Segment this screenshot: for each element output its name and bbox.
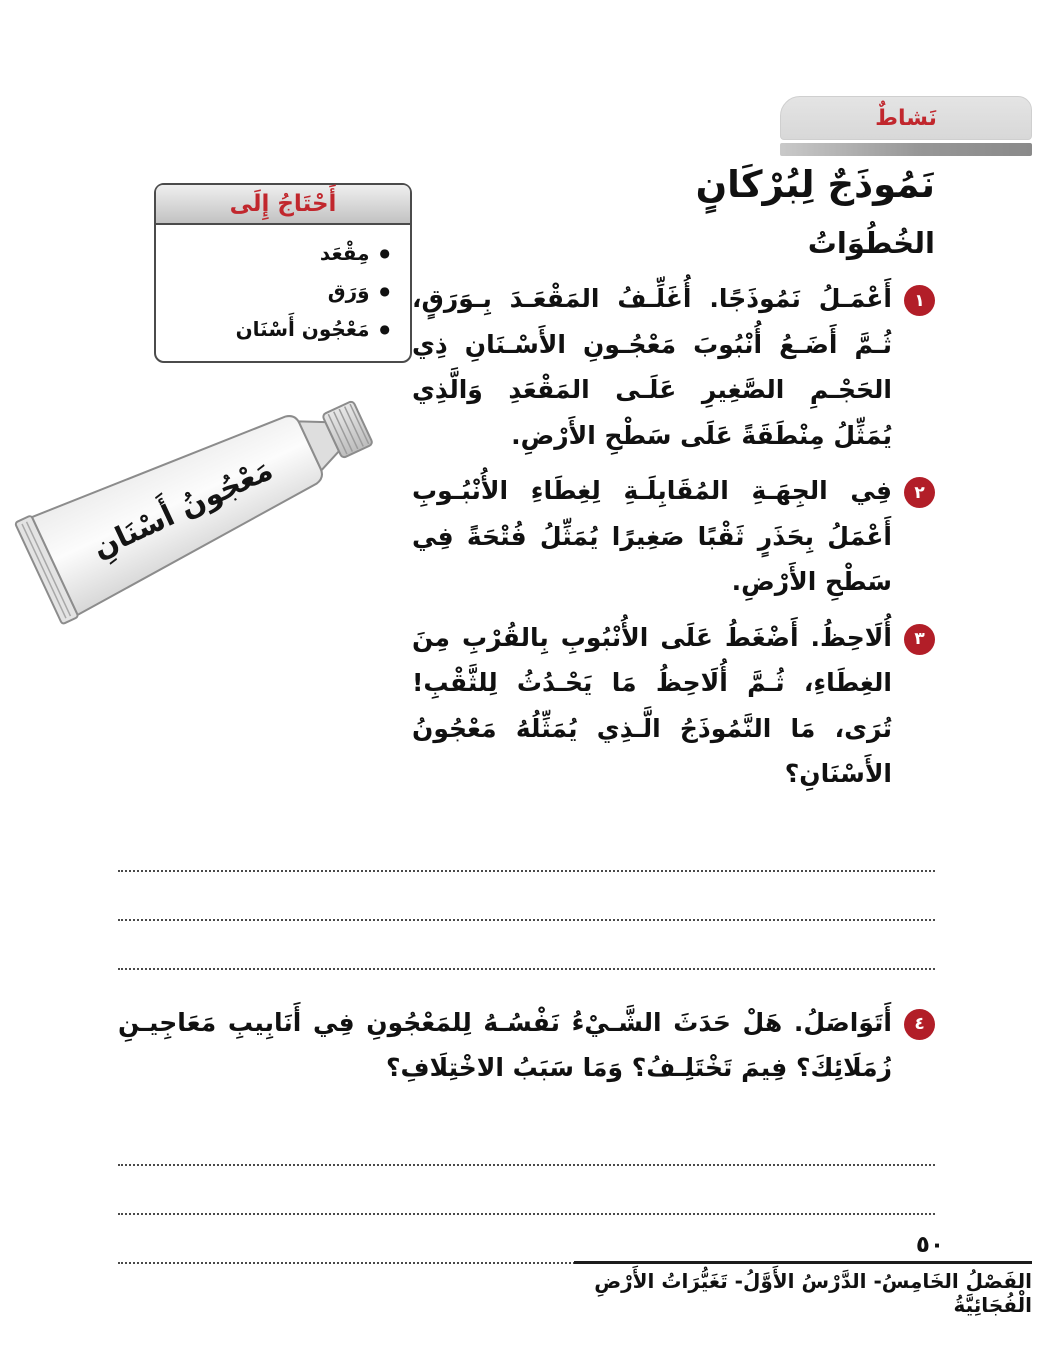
toothpaste-illustration: [12, 421, 412, 671]
material-label: وَرَق: [327, 279, 370, 303]
steps-heading: الخُطُوَاتُ: [807, 226, 935, 260]
chapter-footer-text: الفَصْلُ الخَامِسُ- الدَّرْسُ الأَوَّلُ- تَغَيُّرَاتُ الأَرْضِ الْفُجَائِيَّةُ: [594, 1269, 1032, 1317]
bullet-icon: ●: [379, 284, 390, 298]
answer-line: [118, 823, 935, 872]
materials-list-item: [168, 241, 390, 265]
toothpaste-label: مَعْجُونُ أَسْنَانِ: [87, 452, 278, 566]
step-text: أَتَوَاصَلُ. هَلْ حَدَثَ الشَّـيْءُ نَفْسُـهُ لِلمَعْجُونِ فِي أَنَابِيبِ مَعَاجِيـنِ زُمَلَائِكَ؟ فِيمَ تَخْتَلِـفُ؟ وَمَا سَبَبُ الاخْتِلَافِ؟: [118, 1007, 892, 1082]
bullet-icon: ●: [379, 322, 390, 336]
bullet-icon: ●: [379, 246, 390, 260]
step-text: أُلَاحِظُ. أَضْغَطُ عَلَى الأُنْبُوبِ بِالقُرْبِ مِنَ الغِطَاءِ، ثُـمَّ أُلَاحِظُ مَا يَحْـدُثُ لِلثَّقْبِ! تُرَى، مَا النَّمُوذَجُ الَّـذِي يُمَثِّلُهُ مَعْجُونُ الأَسْنَانِ؟: [412, 622, 892, 788]
activity-tab-shape: [780, 96, 1032, 140]
materials-box-header: أَحْتَاجُ إِلَى: [156, 185, 410, 225]
step-number-badge: ٤: [904, 1009, 935, 1040]
answer-line: [118, 1117, 935, 1166]
page-title: نَمُوذَجٌ لِبُرْكَانٍ: [695, 163, 935, 206]
activity-tab-label: نَشاطٌ: [875, 105, 937, 131]
step-number-badge: ٢: [904, 477, 935, 508]
material-label: مِقْعَد: [319, 241, 370, 265]
activity-tab: [780, 96, 1032, 156]
answer-line: [118, 921, 935, 970]
toothpaste-tube-image: [0, 344, 425, 649]
step-text: فِي الجِهَـةِ المُقَابِلَـةِ لِغِطَاءِ الأُنْبُـوبِ أَعْمَلُ بِحَذَرٍ ثَقْبًا صَغِيرًا يُمَثِّلُ فُتْحَةً فِي سَطْحِ الأَرْضِ.: [412, 476, 892, 596]
materials-list-item: [168, 317, 390, 341]
page-number: ٥٠: [915, 1232, 944, 1258]
materials-list: [156, 225, 410, 361]
footer-rule: [574, 1261, 1032, 1264]
materials-box: [154, 183, 412, 363]
step-number-badge: ٣: [904, 624, 935, 655]
step-1: [412, 276, 935, 458]
main-content: [87, 163, 935, 1264]
answer-line: [118, 872, 935, 921]
step-3: [412, 615, 935, 797]
step-2: [412, 468, 935, 605]
activity-tab-bar: [780, 143, 1032, 156]
page-footer: [574, 1232, 1032, 1317]
answer-lines-group-1: [118, 823, 935, 970]
material-label: مَعْجُون أَسْنَان: [235, 317, 370, 341]
step-text: أَعْمَـلُ نَمُوذَجًا. أُغَلِّـفُ المَقْعَـدَ بِـوَرَقٍ، ثُـمَّ أَضَـعُ أُنْبُوبَ مَعْجُـونِ الأَسْـنَانِ ذِي الحَجْـمِ الصَّغِيرِ عَلَـى المَقْعَدِ وَالَّذِي يُمَثِّلُ مِنْطَقَةً عَلَى سَطْحِ الأَرْضِ.: [412, 284, 892, 450]
step-number-badge: ١: [904, 285, 935, 316]
answer-line: [118, 1166, 935, 1215]
materials-list-item: [168, 279, 390, 303]
step-4: [118, 1000, 935, 1091]
materials-column: [87, 163, 412, 671]
